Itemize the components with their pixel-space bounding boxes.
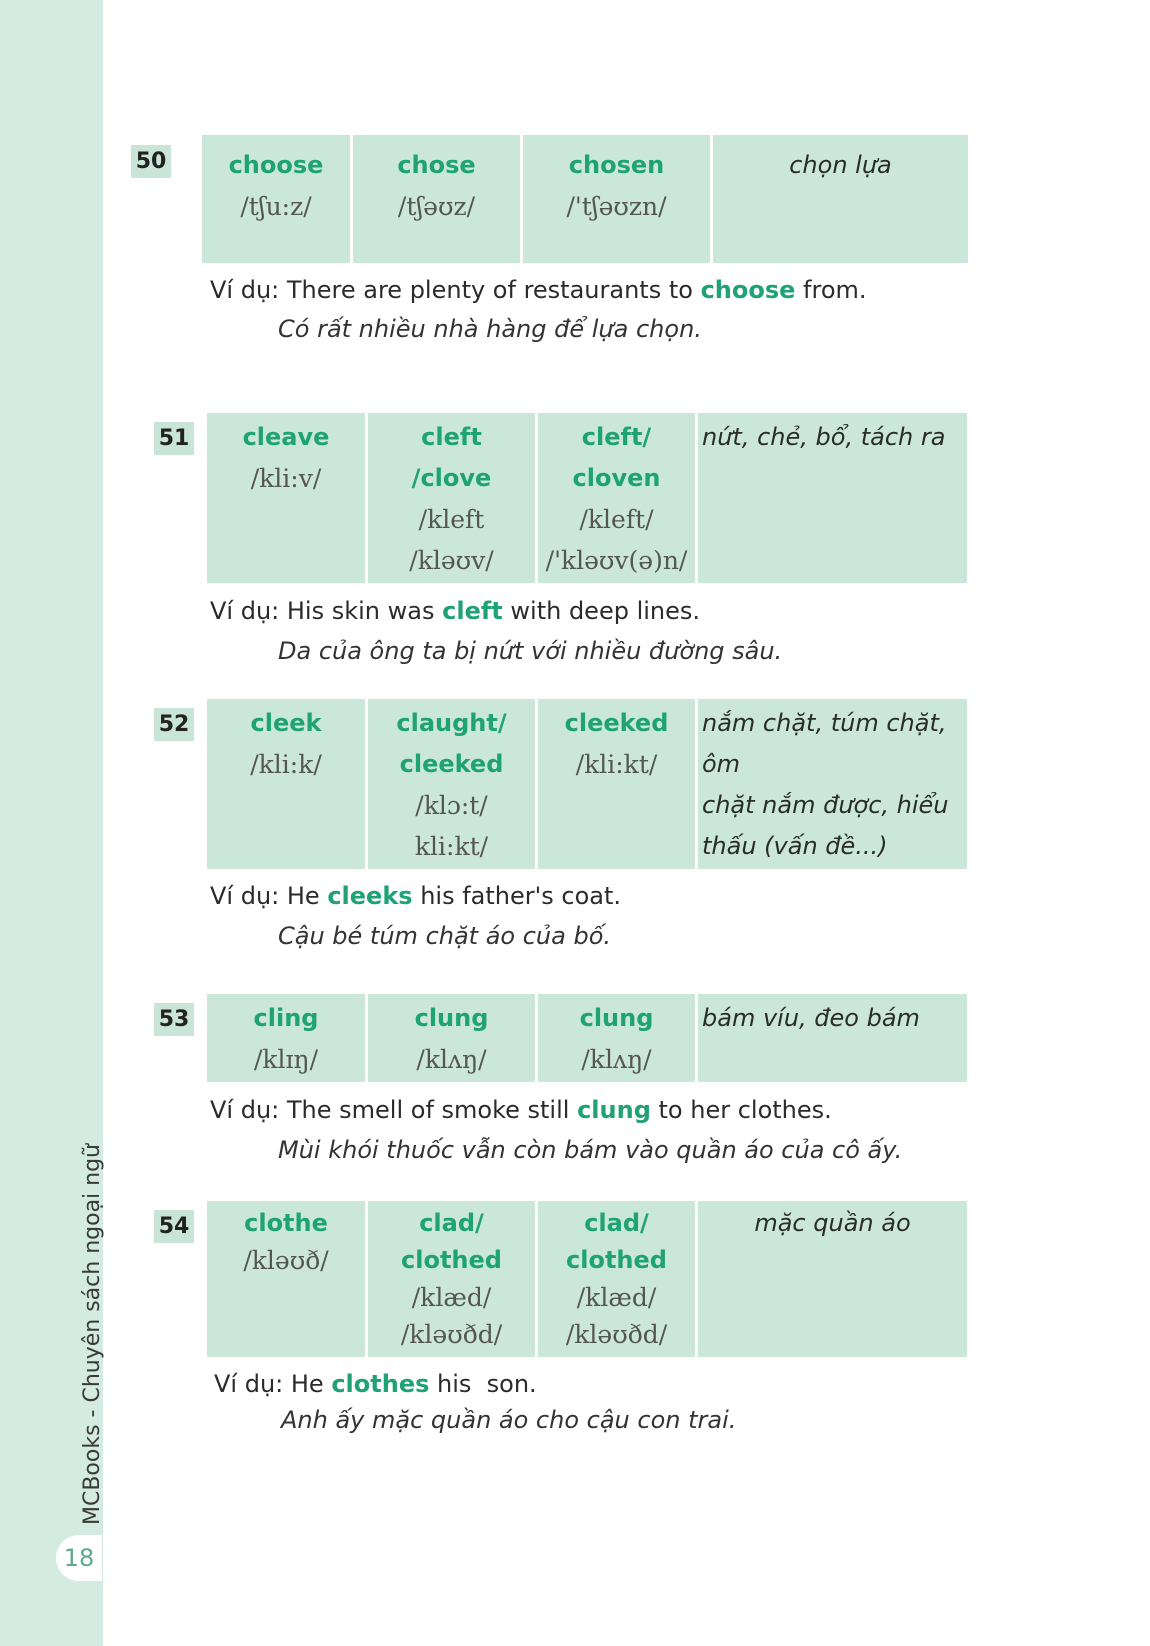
meaning-cell [695,994,967,1082]
infinitive-ipa: /kləʊð/ [243,1246,329,1275]
past-simple-ipa: kli:kt/ [414,832,489,861]
meaning-cell [710,135,968,263]
translation: Có rất nhiều nhà hàng để lựa chọn. [278,315,702,343]
past-simple-word: cleft [421,423,482,451]
verb-row [202,135,968,263]
page-number: 18 [56,1535,102,1581]
example-text: There are plenty of restaurants to [286,276,701,304]
infinitive-ipa: /kli:k/ [250,750,322,779]
example-text: from. [795,276,867,304]
past-simple-ipa: /klæd/ [411,1283,492,1312]
past-simple-ipa: /kləʊðd/ [400,1320,503,1349]
verb-row [207,413,967,583]
verb-row [207,994,967,1082]
example-sentence [214,1370,537,1398]
infinitive-cell [207,1201,365,1357]
past-simple-ipa: /klɔ:t/ [415,791,488,820]
entry-number: 53 [154,1003,194,1036]
example-sentence [210,276,867,304]
example-label: Ví dụ: [210,597,287,625]
past-simple-ipa: /kleft [418,505,485,534]
verb-row [207,1201,967,1357]
example-label: Ví dụ: [214,1370,291,1398]
past-participle-word: clung [579,1004,654,1032]
example-highlight: cleeks [327,882,413,910]
past-simple-cell [365,413,535,583]
infinitive-ipa: /tʃu:z/ [240,192,312,221]
example-highlight: clothes [331,1370,430,1398]
past-participle-ipa: /'tʃəʊzn/ [566,192,667,221]
infinitive-cell [207,413,365,583]
example-sentence [210,1096,832,1124]
past-simple-word: clung [414,1004,489,1032]
example-sentence [210,597,700,625]
translation: Mùi khói thuốc vẫn còn bám vào quần áo của cô ấy. [278,1136,903,1164]
infinitive-word: choose [228,151,324,179]
past-participle-word: clothed [566,1246,667,1274]
past-simple-word: chose [397,151,476,179]
example-sentence [210,882,621,910]
example-text: The smell of smoke still [286,1096,578,1124]
example-highlight: choose [700,276,796,304]
past-simple-word: clothed [401,1246,502,1274]
past-participle-cell [535,699,695,869]
meaning-cell [695,1201,967,1357]
past-participle-ipa: /kleft/ [579,505,654,534]
example-text: his father's coat. [412,882,621,910]
infinitive-word: clothe [244,1209,328,1237]
example-text: He [286,882,328,910]
example-label: Ví dụ: [210,1096,287,1124]
meaning-cell [695,699,967,869]
example-label: Ví dụ: [210,276,287,304]
past-simple-word: clad/ [419,1209,484,1237]
past-simple-cell [350,135,520,263]
past-participle-word: cleft/ [581,423,652,451]
infinitive-word: cling [253,1004,319,1032]
meaning-text: nứt, chẻ, bổ, tách ra [702,423,946,451]
infinitive-ipa: /kli:v/ [250,464,322,493]
past-simple-cell [365,699,535,869]
meaning-text: bám víu, đeo bám [702,1004,920,1032]
past-participle-ipa: /kləʊðd/ [565,1320,668,1349]
infinitive-ipa: /klɪŋ/ [253,1045,319,1074]
translation: Cậu bé túm chặt áo của bố. [278,922,612,950]
past-simple-ipa: /kləʊv/ [409,546,494,575]
meaning-text: chọn lựa [789,151,892,179]
meaning-cell [695,413,967,583]
entry-number: 54 [154,1210,194,1243]
past-simple-word: claught/ [396,709,507,737]
past-simple-cell [365,994,535,1082]
past-simple-ipa: /klʌŋ/ [416,1045,487,1074]
past-simple-word: /clove [411,464,492,492]
example-text: his son. [429,1370,537,1398]
example-highlight: clung [577,1096,651,1124]
past-participle-word: cloven [572,464,661,492]
example-text: His skin was [286,597,443,625]
past-simple-ipa: /tʃəʊz/ [397,192,476,221]
past-participle-ipa: /'kləʊv(ə)n/ [545,546,688,575]
past-participle-word: clad/ [584,1209,649,1237]
past-participle-cell [535,1201,695,1357]
meaning-line: thấu (vấn đề...) [702,832,888,860]
entry-number: 51 [154,422,194,455]
past-participle-word: chosen [568,151,665,179]
past-participle-cell [520,135,710,263]
past-participle-cell [535,994,695,1082]
verb-row [207,699,967,869]
book-title: MCBooks - Chuyên sách ngoại ngữ [80,1143,105,1525]
past-participle-ipa: /klʌŋ/ [581,1045,652,1074]
infinitive-word: cleek [250,709,322,737]
sidebar [0,0,103,1646]
past-participle-word: cleeked [564,709,669,737]
entry-number: 52 [154,708,194,741]
translation: Da của ông ta bị nứt với nhiều đường sâu. [278,637,783,665]
infinitive-word: cleave [242,423,330,451]
past-participle-ipa: /kli:kt/ [575,750,658,779]
example-label: Ví dụ: [210,882,287,910]
past-simple-cell [365,1201,535,1357]
example-highlight: cleft [442,597,503,625]
infinitive-cell [207,994,365,1082]
example-text: He [290,1370,332,1398]
meaning-line: nắm chặt, túm chặt, ôm [702,709,947,778]
meaning-line: chặt nắm được, hiểu [702,791,949,819]
translation: Anh ấy mặc quần áo cho cậu con trai. [281,1406,737,1434]
past-participle-ipa: /klæd/ [576,1283,657,1312]
past-simple-word: cleeked [399,750,504,778]
example-text: with deep lines. [502,597,701,625]
infinitive-cell [207,699,365,869]
example-text: to her clothes. [650,1096,832,1124]
infinitive-cell [202,135,350,263]
entry-number: 50 [131,145,171,178]
meaning-text: mặc quần áo [754,1209,911,1237]
past-participle-cell [535,413,695,583]
